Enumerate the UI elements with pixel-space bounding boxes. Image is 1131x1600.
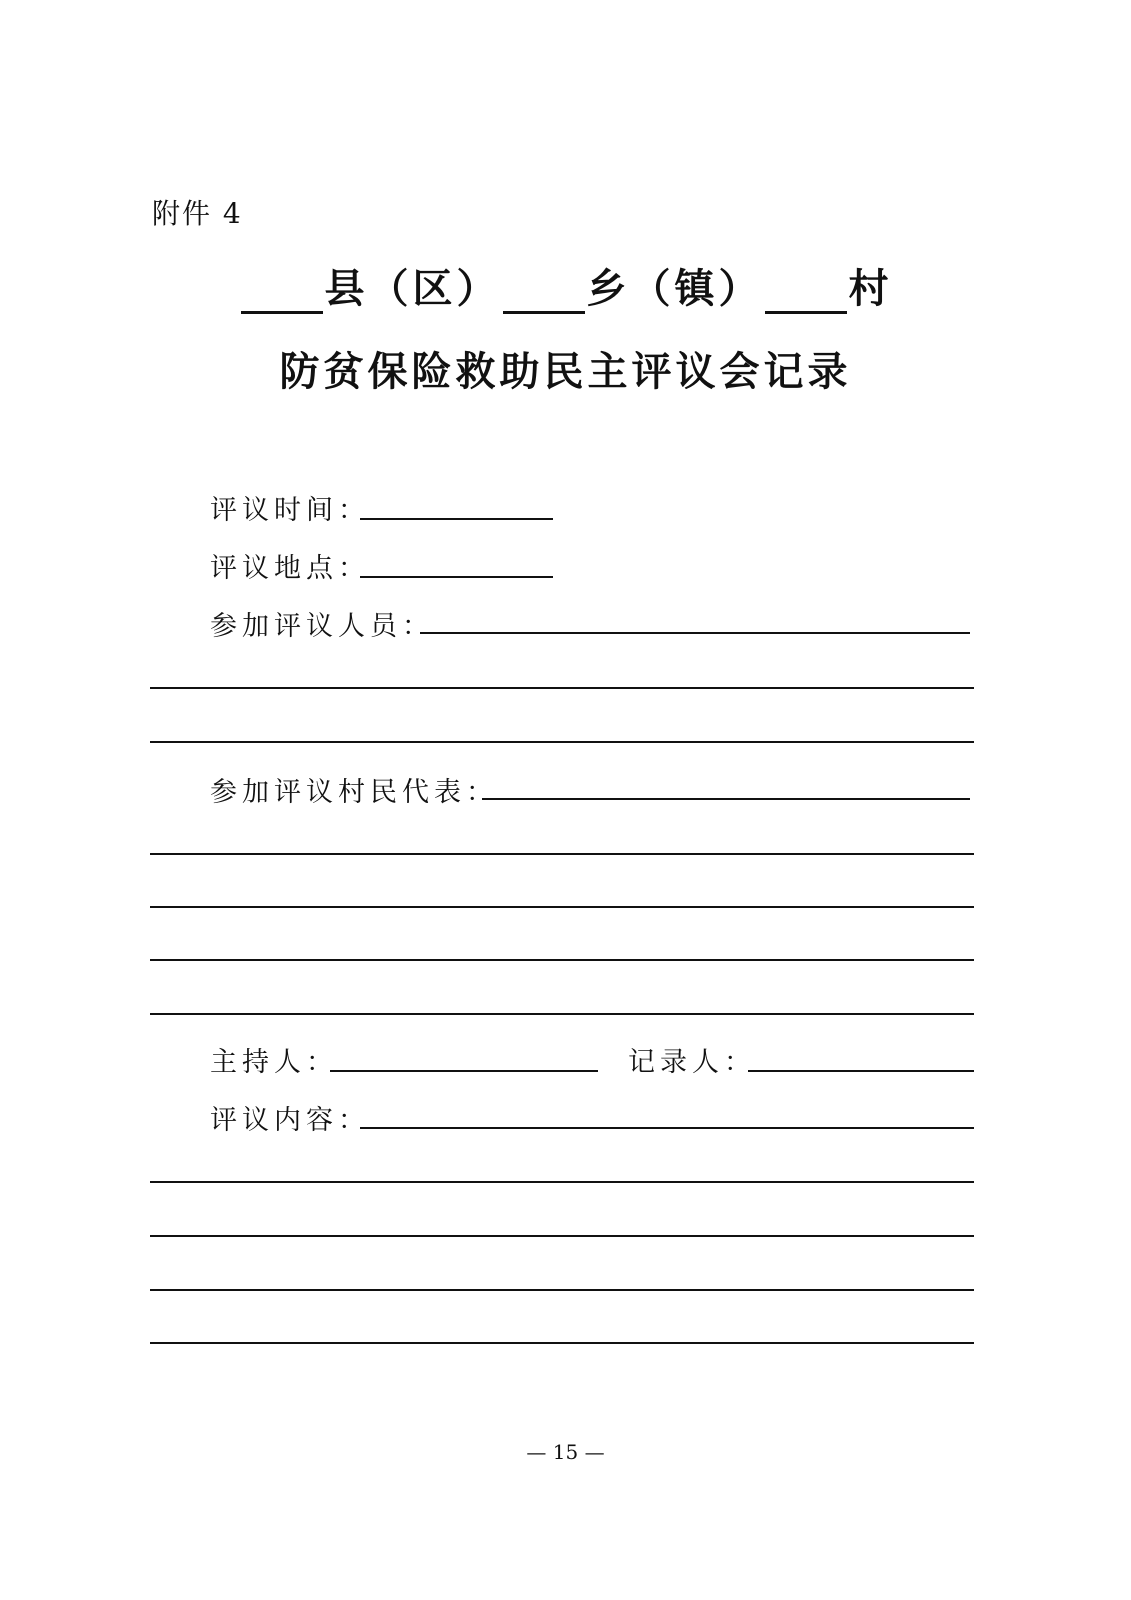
villagers-field-line-4[interactable]: [150, 959, 974, 961]
time-field[interactable]: [360, 518, 553, 520]
content-label: 评议内容：: [210, 1105, 370, 1136]
township-blank[interactable]: [503, 271, 585, 314]
host-label: 主持人：: [210, 1047, 338, 1078]
place-field[interactable]: [360, 576, 553, 578]
staff-field-line-2[interactable]: [150, 687, 974, 689]
time-label: 评议时间：: [210, 495, 370, 526]
page-title: 防贫保险救助民主评议会记录: [279, 348, 852, 395]
page-number: — 15 —: [526, 1440, 605, 1464]
recorder-field[interactable]: [748, 1070, 974, 1072]
villagers-field-line-3[interactable]: [150, 906, 974, 908]
villagers-field[interactable]: [482, 798, 970, 800]
title-line-1: [0, 258, 1131, 314]
annex-label: 附件 4: [152, 197, 243, 230]
content-field[interactable]: [360, 1127, 974, 1129]
host-field[interactable]: [330, 1070, 598, 1072]
place-label: 评议地点：: [210, 553, 370, 584]
staff-field[interactable]: [420, 632, 970, 634]
village-suffix: 村: [848, 265, 893, 312]
content-field-line-4[interactable]: [150, 1289, 974, 1291]
staff-label: 参加评议人员：: [210, 611, 434, 642]
staff-field-line-3[interactable]: [150, 741, 974, 743]
village-blank[interactable]: [765, 271, 847, 314]
villagers-field-line-5[interactable]: [150, 1013, 974, 1015]
township-suffix: 乡（镇）: [586, 265, 763, 312]
county-suffix: 县（区）: [324, 265, 501, 312]
content-field-line-3[interactable]: [150, 1235, 974, 1237]
villagers-field-line-2[interactable]: [150, 853, 974, 855]
recorder-label: 记录人：: [628, 1047, 756, 1078]
county-blank[interactable]: [241, 271, 323, 314]
content-field-line-2[interactable]: [150, 1181, 974, 1183]
content-field-line-5[interactable]: [150, 1342, 974, 1344]
villagers-label: 参加评议村民代表：: [210, 777, 498, 808]
